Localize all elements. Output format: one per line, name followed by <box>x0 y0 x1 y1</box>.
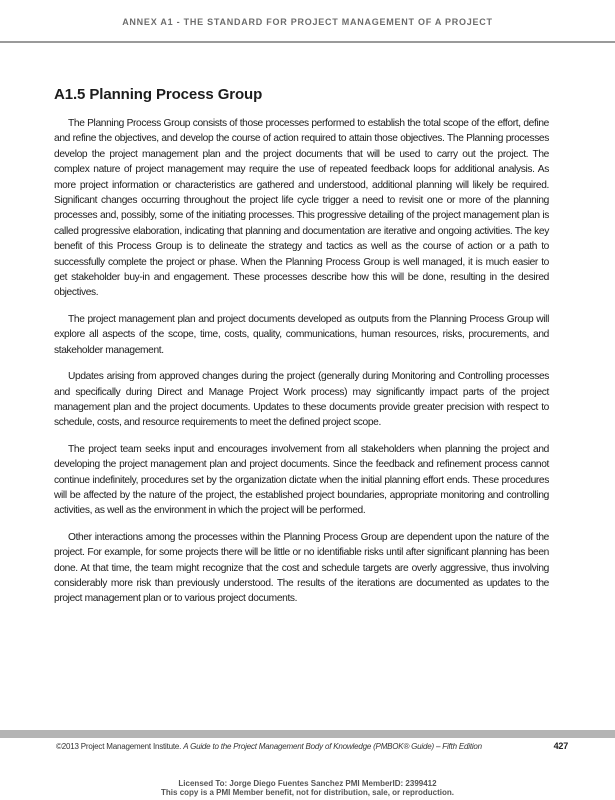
section-title: A1.5 Planning Process Group <box>54 86 263 103</box>
footer-citation <box>56 742 482 751</box>
paragraph: The Planning Process Group consists of those processes performed to establish the total scope of the effort, define and refine the objectives, and develop the course of action required to attain those objectives. The Planning processes develop the project management plan and the project documents that will be used to carry out the project. The complex nature of project management may require the use of repeated feedback loops for additional analysis. As more project information or characteristics are gathered and understood, additional planning will likely be required. Significant changes occurring throughout the project life cycle trigger a need to revisit one or more of the planning processes and, possibly, some of the initiating processes. This progressive detailing of the project management plan is called progressive elaboration, indicating that planning and documentation are iterative and ongoing activities. The key benefit of this Process Group is to delineate the strategy and tactics as well as the course of action or a path to successfully complete the project or phase. When the Planning Process Group is well managed, it is much easier to get stakeholder buy-in and engagement. These processes describe how this will be done, resulting in the desired objectives. <box>54 118 549 299</box>
license-line-restriction: This copy is a PMI Member benefit, not for distribution, sale, or reproduction. <box>161 788 454 797</box>
footer-rule <box>0 730 615 738</box>
page-footer <box>56 741 568 755</box>
license-notice <box>0 779 615 797</box>
footer-book-title: A Guide to the Project Management Body of Knowledge (PMBOK® Guide) – Fifth Edition <box>183 742 482 751</box>
paragraph: The project management plan and project documents developed as outputs from the Planning Process Group will explore all aspects of the scope, time, costs, quality, communications, human resources, risks, procurements, and stakeholder management. <box>54 313 549 356</box>
running-header <box>0 0 615 43</box>
paragraph: Updates arising from approved changes during the project (generally during Monitoring and Controlling processes and specifically during Direct and Manage Project Work process) may significantly impact parts of the project management plan and the project documents. Updates to these documents provide greater precision with respect to schedule, costs, and resource requirements to meet the defined project scope. <box>54 371 549 429</box>
license-line-licensee: Licensed To: Jorge Diego Fuentes Sanchez PMI MemberID: 2399412 <box>178 779 437 788</box>
footer-copyright: ©2013 Project Management Institute. <box>56 742 184 751</box>
paragraph: The project team seeks input and encourages involvement from all stakeholders when planning the project and developing the project management plan and project documents. Since the feedback and refinement process cannot continue indefinitely, procedures set by the organization dictate when the initial planning effort ends. These procedures will be affected by the nature of the project, the established project boundaries, appropriate monitoring and controlling activities, as well as the environment in which the project will be performed. <box>54 443 549 517</box>
main-content <box>54 86 549 618</box>
running-header-title: ANNEX A1 - THE STANDARD FOR PROJECT MANAGEMENT OF A PROJECT <box>122 17 493 27</box>
paragraph: Other interactions among the processes within the Planning Process Group are dependent upon the nature of the project. For example, for some projects there will be little or no identifiable risks until after significant planning has been done. At that time, the team might recognize that the cost and schedule targets are overly aggressive, thus involving considerably more risk than previously understood. The results of the iterations are documented as updates to the project management plan or to various project documents. <box>54 531 549 605</box>
page-number: 427 <box>553 741 568 751</box>
